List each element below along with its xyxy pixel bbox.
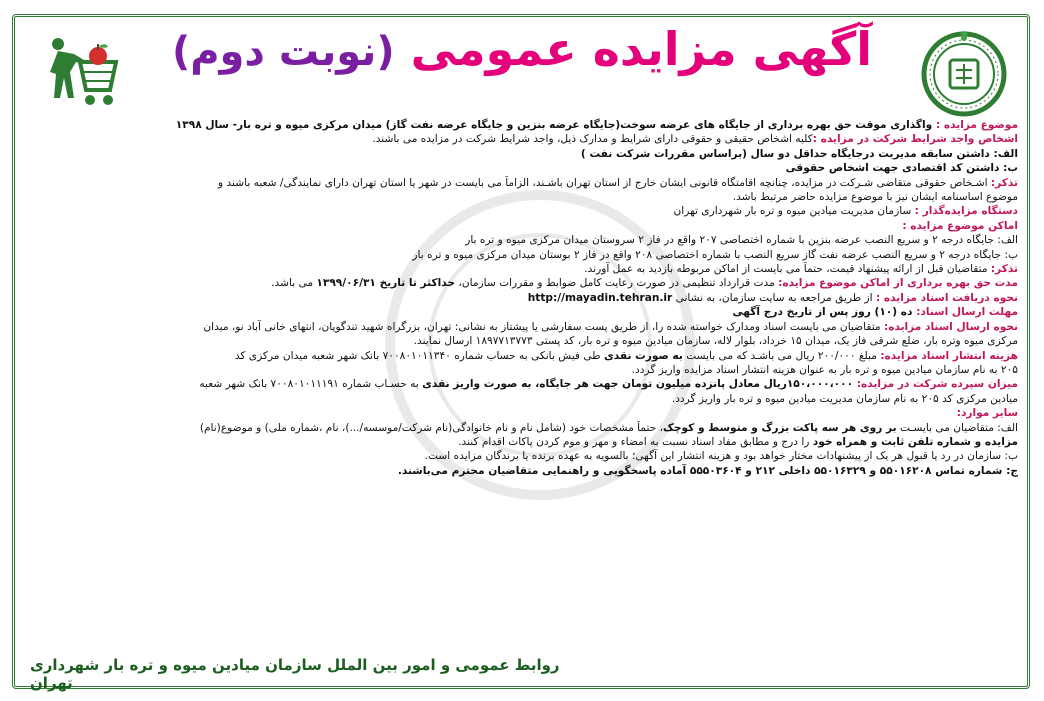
- line-send-b: مرکزی میوه وتره بار، ضلع شرقی فاز یک، میدان ۱۵ خرداد، بلوار لاله، سازمان میادین میوه و تره بار، کد پستی ۱۸۹۷۷۱۳۷۷۳ ارسال نمایند.: [413, 335, 1018, 348]
- other-a2-end: را درج و مطابق مفاد اسناد نسبت به امضاء و مهر و موم کردن پاکات اقدام کنند.: [458, 435, 813, 448]
- line-organizer: [28, 204, 1018, 218]
- ad-body: [28, 118, 1018, 678]
- other-a-end: ، حتماً مشخصات خود (شامل نام و نام خانوادگی(نام شرکت/موسسه/...)، نام ،شماره ملی) و موضوع(نام): [199, 421, 664, 434]
- eligible-label: اشخاص واجد شرایط شرکت در مزایده :: [812, 133, 1018, 146]
- deposit-end: به حسـاب شماره ۷۰۰۸۰۱۰۱۱۱۹۱ بانک شهر شعبه: [199, 378, 423, 391]
- title-sub: (نوبت دوم): [171, 29, 395, 75]
- note2-text: متقاضیان قبل از ارائه پیشنهاد قیمت، حتماً می بایست از اماکن مربوطه بازدید به عمل آورند.: [584, 263, 991, 276]
- note-label: تذکر:: [990, 176, 1018, 189]
- line-other-c: ج: شماره تماس ۵۵۰۱۶۲۰۸ و ۵۵۰۱۶۳۲۹ داخلی ۲۱۲ و ۵۵۵۰۳۶۰۴ آماده پاسخگویی و راهنمایی متقاضیان محترم می‌باشند.: [397, 464, 1018, 477]
- deadline-text: ده (۱۰) روز پس از تاریخ درج آگهی: [732, 306, 917, 319]
- line-subject: [28, 118, 1018, 132]
- fee-end: طی فیش بانکی به حساب شماره ۷۰۰۸۰۱۰۱۱۳۴۰ بانک شهر شعبه میدان مرکزی کد: [234, 349, 604, 362]
- line-note-1: [28, 176, 1018, 190]
- line-send: [28, 320, 1018, 334]
- eligible-text: کلیه اشخاص حقیقی و حقوقی دارای شرایط و مدارک ذیل، واجد شرایط شرکت در مزایده می باشند.: [372, 133, 813, 146]
- deposit-bold: ۱۵۰،۰۰۰،۰۰۰ریال معادل پانزده میلیون تومان جهت هر جایگاه، به صورت واریز نقدی: [422, 378, 857, 391]
- deadline-label: مهلت ارسال اسناد:: [916, 306, 1018, 319]
- docs-receive-label: نحوه دریافت اسناد مزایده :: [875, 291, 1018, 304]
- line-other-a2: [28, 435, 1018, 449]
- line-note-1b: موضوع اساسنامه ایشان نیز با موضوع مزایده حاضر مرتبط باشد.: [732, 191, 1018, 204]
- line-other-b: ب: سازمان در رد یا قبول هر یک از پیشنهادات مختار خواهد بود و هزینه انتشار این آگهی؛ بالسویه به عهده برنده یا برندگان مزایده است.: [424, 450, 1018, 463]
- subject-text: واگذاری موقت حق بهره برداری از جایگاه های عرضه سوخت(جایگاه عرضه بنزین و جایگاه عرضه نفت گاز) میدان مرکزی میوه و تره بار- سال ۱۳۹۸: [175, 119, 936, 131]
- line-places-heading: [28, 219, 1018, 233]
- duration-text: مدت قرارداد تنظیمی در صورت رعایت کامل ضوابط و مقررات سازمان،: [455, 277, 779, 290]
- deposit-label: میزان سپرده شرکت در مزایده:: [856, 378, 1018, 391]
- line-fee: [28, 349, 1018, 363]
- places-label: اماکن موضوع مزایده :: [902, 219, 1018, 232]
- line-deadline: [28, 305, 1018, 319]
- line-req-a: الف: داشتن سابقه مدیریت درجایگاه حداقل دو سال (براساس مقررات شرکت نفت ): [580, 147, 1018, 160]
- ad-title: [20, 22, 1024, 76]
- note-text: اشـخاص حقوقی متقاضی شـرکت در مزایده، چنانچه اقامتگاه قانونی ایشان خارج از استان تهران باشـند، الزاماً می بایست در شهر یا استان تهران دارای نمایندگی/ شعبه باشند و: [218, 176, 991, 189]
- note2-label: تذکر:: [990, 263, 1018, 276]
- organizer-text: سازمان مدیریت میادین میوه و تره بار شهرداری تهران: [673, 205, 915, 218]
- line-other: [28, 406, 1018, 420]
- other-a-bold: بر روی هر سه پاکت بزرگ و متوسط و کوچک: [663, 421, 897, 434]
- organizer-label: دستگاه مزایده‌گذار :: [914, 205, 1018, 218]
- duration-end: می باشد.: [271, 277, 317, 290]
- docs-receive-text: از طریق مراجعه به سایت سازمان، به نشانی: [672, 291, 876, 304]
- header: [20, 18, 1024, 114]
- municipality-logo: [918, 26, 1010, 118]
- line-req-b: ب: داشتن کد اقتصادی جهت اشخاص حقوقی: [785, 162, 1018, 175]
- line-deposit-b: میادین مرکزی کد ۲۰۵ به نام سازمان مدیریت میادین میوه و تره بار واریز گردد.: [671, 392, 1018, 405]
- line-place-a: الف: جایگاه درجه ۲ و سریع النصب عرضه بنزین با شماره اختصاصی ۲۰۷ واقع در فاز ۲ سروستان میدان مرکزی میوه و تره بار: [465, 234, 1018, 247]
- send-label: نحوه ارسال اسناد مزایده:: [883, 320, 1018, 333]
- line-docs-receive: [28, 291, 1018, 305]
- website-link[interactable]: http://mayadin.tehran.ir: [527, 291, 673, 304]
- line-place-b: ب: جایگاه درجه ۲ و سریع النصب عرضه نفت گاز سریع النصب با شماره اختصاصی ۲۰۸ واقع در فاز ۲ بوستان میدان مرکزی میوه و تره بار: [412, 248, 1018, 261]
- line-duration: [28, 276, 1018, 290]
- line-other-a: [28, 421, 1018, 435]
- send-text: متقاضیان می بایست اسناد ومدارک خواسته شده را، از طریق پست سفارشی یا پیشتاز به نشانی: تهران، بزرگراه شهید تندگویان، انتهای خانی آباد نو، میدان: [203, 320, 884, 333]
- other-a-text: الف: متقاضیان می بایسـت: [896, 421, 1018, 434]
- fee-bold: به صورت نقدی: [603, 349, 683, 362]
- title-main: آگهی مزایده عمومی: [410, 22, 873, 76]
- fee-label: هزینه انتشار اسناد مزایده:: [880, 349, 1018, 362]
- footer-signature: روابط عمومی و امور بین الملل سازمان میادین میوه و تره بار شهرداری تهران: [30, 656, 560, 692]
- fee-text: مبلغ ۲۰۰/۰۰۰ ریال می باشـد که می بایست: [682, 349, 881, 362]
- line-eligible: [28, 132, 1018, 146]
- line-deposit: [28, 377, 1018, 391]
- line-note-2: [28, 262, 1018, 276]
- line-fee-b: ۲۰۵ به نام سازمان میادین میوه و تره بار به عنوان هزینه انتشار اسناد مزایده واریز گردد.: [631, 363, 1018, 376]
- other-label: سایر موارد:: [956, 407, 1018, 420]
- other-a2-bold: مزایده و شماره تلفن ثابت و همراه خود: [812, 435, 1018, 448]
- duration-label: مدت حق بهره برداری از اماکن موضوع مزایده:: [778, 277, 1018, 290]
- duration-date: حداکثر تا تاریخ ۱۳۹۹/۰۶/۳۱: [316, 277, 456, 290]
- subject-label: موضوع مزایده :: [935, 119, 1018, 131]
